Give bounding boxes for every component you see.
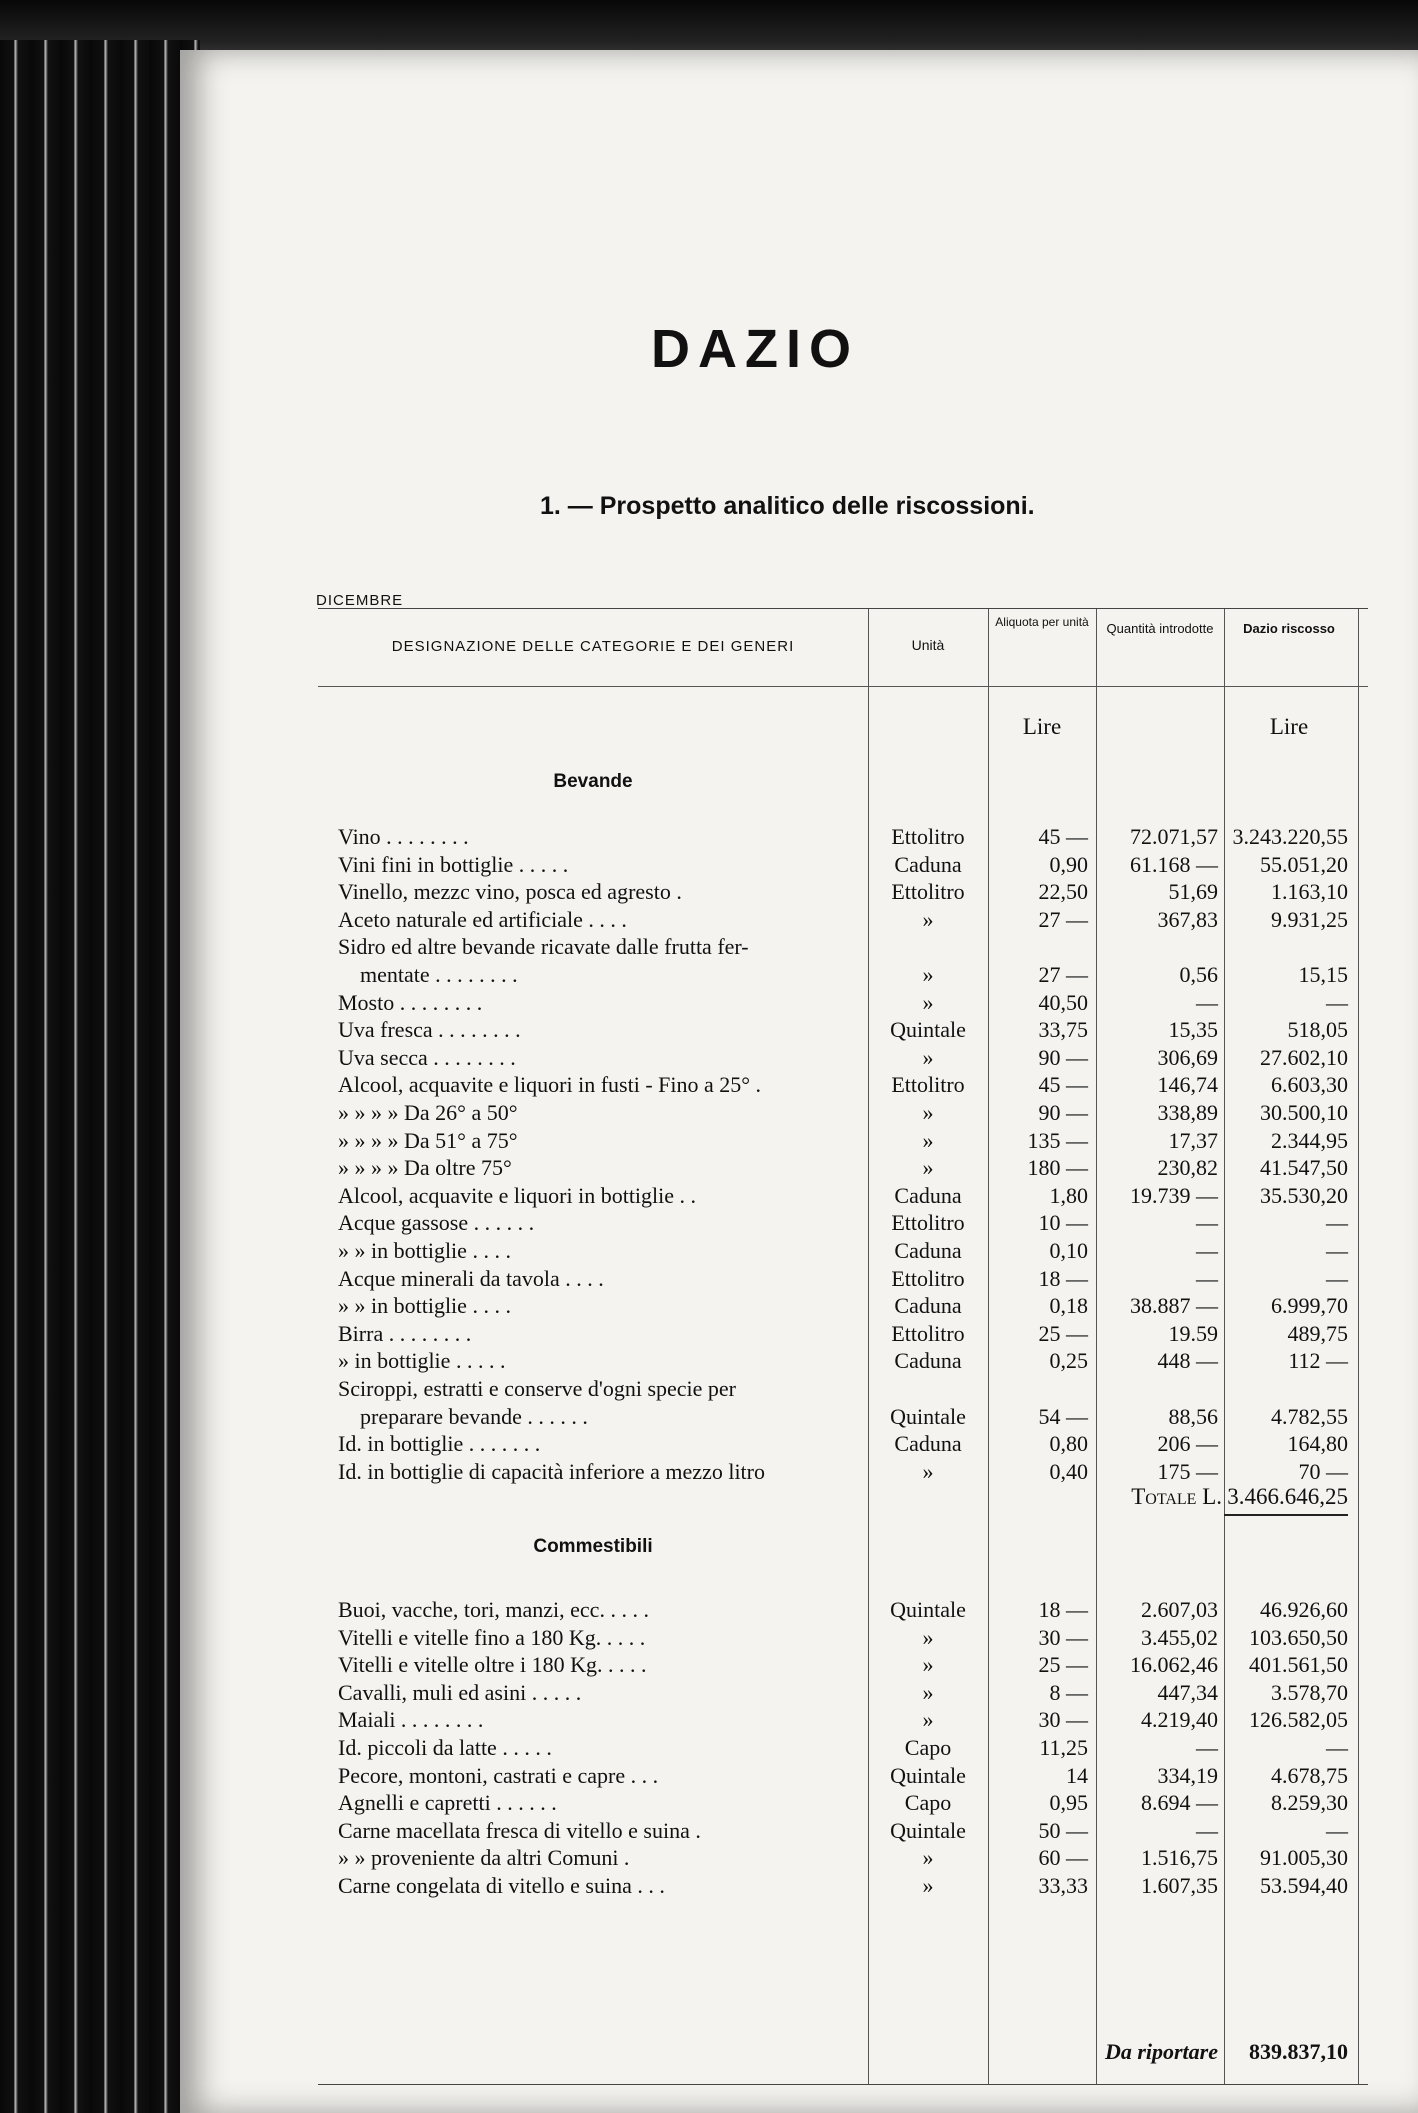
section-heading-bevande: Bevande (553, 771, 633, 792)
cell-desc: » » » » Da 26° a 50° (338, 1100, 518, 1125)
header-unit: Unità (911, 637, 945, 653)
table-row (318, 1872, 1358, 1899)
header-quantity: Quantità introdotte (1106, 621, 1214, 636)
cell-desc: Vinello, mezzc vino, posca ed agresto . (338, 879, 682, 905)
currency-duty: Lire (1269, 714, 1309, 739)
table-row (318, 1044, 1358, 1071)
cell-duty: 41.547,50 (1260, 1155, 1348, 1181)
cell-unit: » (922, 1652, 934, 1678)
cell-unit: » (922, 1100, 934, 1125)
cell-desc: preparare bevande . . . . . . (360, 1403, 588, 1429)
cell-qty: 334,19 (1157, 1762, 1218, 1788)
table-row (318, 1265, 1358, 1292)
cell-rate: 45 — (1038, 824, 1088, 849)
cell-rate: 18 — (1038, 1265, 1088, 1291)
cell-desc: Acque gassose . . . . . . (338, 1210, 535, 1236)
cell-qty: 146,74 (1157, 1072, 1218, 1098)
cell-rate: 0,25 (1049, 1348, 1088, 1374)
cell-qty: 16.062,46 (1130, 1652, 1218, 1678)
header-designation: DESIGNAZIONE DELLE CATEGORIE E DEI GENERI (391, 638, 795, 655)
table-row (318, 1430, 1358, 1457)
table-row (318, 1320, 1358, 1347)
cell-unit: Caduna (894, 1348, 962, 1374)
cell-duty: 103.650,50 (1249, 1624, 1348, 1650)
cell-rate: 180 — (1027, 1155, 1088, 1181)
section-heading-commestibili: Commestibili (533, 1536, 653, 1557)
table-row (318, 1403, 1358, 1430)
cell-duty: 4.678,75 (1271, 1762, 1348, 1788)
cell-desc: Id. in bottiglie di capacità inferiore a mezzo litro (338, 1458, 765, 1484)
cell-desc: Aceto naturale ed artificiale . . . . (338, 906, 627, 932)
table-row (318, 851, 1358, 878)
cell-duty: 27.602,10 (1260, 1044, 1348, 1070)
cell-unit: Ettolitro (891, 1320, 965, 1346)
cell-unit: Capo (904, 1790, 952, 1816)
cell-qty: 1.607,35 (1141, 1873, 1218, 1898)
cell-rate: 54 — (1038, 1403, 1088, 1429)
cell-duty: 6.603,30 (1271, 1072, 1348, 1098)
cell-qty: 230,82 (1157, 1155, 1218, 1181)
cell-rate: 0,40 (1049, 1458, 1088, 1484)
cell-rate: 50 — (1038, 1817, 1088, 1843)
total-value: 3.466.646,25 (1224, 1484, 1348, 1516)
table-row (318, 1209, 1358, 1236)
cell-duty: 3.243.220,55 (1232, 824, 1348, 849)
cell-rate: 0,90 (1049, 851, 1088, 877)
table-row (318, 1762, 1358, 1789)
cell-duty: 30.500,10 (1260, 1100, 1348, 1125)
table-row (318, 1347, 1358, 1374)
header-duty: Dazio riscosso (1243, 621, 1335, 636)
cell-rate: 11,25 (1039, 1735, 1088, 1760)
table-row (318, 1817, 1358, 1844)
cell-rate: 30 — (1038, 1624, 1088, 1650)
month-label: DICEMBRE (316, 592, 404, 609)
carry-forward-label: Da riportare (1104, 2039, 1218, 2064)
cell-desc: Vitelli e vitelle oltre i 180 Kg. . . . . (338, 1652, 647, 1678)
cell-unit: Ettolitro (891, 879, 965, 905)
cell-desc: Alcool, acquavite e liquori in fusti - Fino a 25° . (338, 1072, 762, 1098)
cell-qty: 4.219,40 (1141, 1707, 1218, 1733)
cell-rate: 0,10 (1049, 1238, 1088, 1263)
table-row (318, 823, 1358, 850)
cell-duty: 15,15 (1298, 962, 1348, 987)
cell-qty: 8.694 — (1141, 1790, 1218, 1816)
cell-qty: 72.071,57 (1130, 824, 1218, 849)
cell-qty: 17,37 (1168, 1127, 1218, 1153)
cell-duty: 126.582,05 (1249, 1707, 1348, 1733)
cell-desc: » » in bottiglie . . . . (338, 1238, 511, 1263)
table-row (318, 1016, 1358, 1043)
currency-rate: Lire (1022, 714, 1062, 739)
cell-unit: Caduna (894, 1238, 962, 1263)
cell-rate: 18 — (1038, 1597, 1088, 1622)
cell-duty: 401.561,50 (1249, 1652, 1348, 1678)
cell-rate: 90 — (1038, 1044, 1088, 1070)
cell-rate: 30 — (1038, 1707, 1088, 1733)
cell-desc: Birra . . . . . . . . (338, 1320, 472, 1346)
table-row (318, 1154, 1358, 1181)
table-row (318, 1789, 1358, 1816)
cell-duty: 91.005,30 (1260, 1845, 1348, 1871)
column-rule (1358, 609, 1359, 2084)
cell-desc: Buoi, vacche, tori, manzi, ecc. . . . . (338, 1597, 649, 1622)
cell-rate: 40,50 (1038, 989, 1088, 1015)
cell-desc: Sciroppi, estratti e conserve d'ogni specie per (338, 1376, 736, 1401)
table-row (318, 1375, 1358, 1402)
cell-rate: 33,33 (1038, 1873, 1088, 1898)
header-rate: Aliquota per unità (995, 615, 1089, 629)
cell-qty: 0,56 (1179, 962, 1218, 987)
cell-unit: Caduna (894, 1293, 962, 1319)
cell-desc: » » » » Da 51° a 75° (338, 1127, 518, 1153)
cell-qty: 38.887 — (1130, 1293, 1218, 1319)
cell-unit: » (922, 1707, 934, 1733)
cell-desc: Uva secca . . . . . . . . (338, 1044, 516, 1070)
cell-desc: Vino . . . . . . . . (338, 824, 469, 849)
cell-unit: » (922, 906, 934, 932)
cell-desc: Agnelli e capretti . . . . . . (338, 1790, 557, 1816)
table-row (318, 1099, 1358, 1126)
page-title: DAZIO (651, 319, 859, 379)
table-row (318, 1844, 1358, 1871)
cell-desc: Uva fresca . . . . . . . . (338, 1017, 521, 1043)
cell-rate: 14 (1066, 1762, 1088, 1788)
cell-unit: » (922, 1845, 934, 1871)
cell-duty: 4.782,55 (1271, 1403, 1348, 1429)
cell-duty: 35.530,20 (1260, 1182, 1348, 1208)
cell-desc: » » » » Da oltre 75° (338, 1155, 512, 1181)
table-row (318, 906, 1358, 933)
cell-unit: Quintale (890, 1017, 966, 1043)
table-row (318, 1651, 1358, 1678)
cell-duty: — (1326, 989, 1348, 1015)
cell-desc: Carne congelata di vitello e suina . . . (338, 1873, 665, 1898)
cell-rate: 10 — (1038, 1210, 1088, 1236)
table-row (318, 989, 1358, 1016)
cell-duty: 55.051,20 (1260, 851, 1348, 877)
cell-qty: 448 — (1157, 1348, 1218, 1374)
cell-desc: Carne macellata fresca di vitello e suina . (338, 1817, 701, 1843)
cell-rate: 135 — (1027, 1127, 1088, 1153)
cell-desc: Alcool, acquavite e liquori in bottiglie . . (338, 1182, 697, 1208)
cell-desc: Id. in bottiglie . . . . . . . (338, 1431, 541, 1457)
cell-duty: 112 — (1288, 1348, 1348, 1374)
cell-rate: 0,18 (1049, 1293, 1088, 1319)
table-row (318, 1292, 1358, 1319)
cell-rate: 1,80 (1049, 1182, 1088, 1208)
cell-duty: 1.163,10 (1271, 879, 1348, 905)
cell-qty: — (1196, 1210, 1218, 1236)
cell-qty: — (1196, 1817, 1218, 1843)
header-rule (318, 686, 1368, 687)
cell-unit: Ettolitro (891, 1210, 965, 1236)
cell-duty: 6.999,70 (1271, 1293, 1348, 1319)
table-row (318, 1458, 1358, 1485)
cell-desc: Id. piccoli da latte . . . . . (338, 1735, 552, 1760)
cell-qty: 338,89 (1157, 1100, 1218, 1125)
cell-duty: 489,75 (1287, 1320, 1348, 1346)
section-subtitle: 1. — Prospetto analitico delle riscossioni. (540, 492, 1035, 520)
cell-qty: 367,83 (1157, 906, 1218, 932)
cell-duty: — (1326, 1238, 1348, 1263)
cell-unit: Quintale (890, 1762, 966, 1788)
cell-unit: Quintale (890, 1817, 966, 1843)
cell-duty: 164,80 (1287, 1431, 1348, 1457)
table-row (318, 878, 1358, 905)
cell-rate: 27 — (1038, 906, 1088, 932)
cell-qty: — (1196, 1265, 1218, 1291)
cell-rate: 27 — (1038, 962, 1088, 987)
cell-unit: » (922, 1873, 934, 1898)
cell-desc: » » in bottiglie . . . . (338, 1293, 511, 1319)
cell-rate: 0,95 (1049, 1790, 1088, 1816)
cell-qty: — (1196, 1238, 1218, 1263)
cell-desc: mentate . . . . . . . . (360, 962, 518, 987)
cell-duty: 3.578,70 (1271, 1679, 1348, 1705)
cell-rate: 45 — (1038, 1072, 1088, 1098)
cell-unit: » (922, 1044, 934, 1070)
table-row (318, 933, 1358, 960)
cell-unit: Quintale (890, 1597, 966, 1622)
cell-qty: 88,56 (1168, 1403, 1218, 1429)
cell-duty: 2.344,95 (1271, 1127, 1348, 1153)
cell-rate: 33,75 (1038, 1017, 1088, 1043)
cell-qty: — (1196, 989, 1218, 1015)
cell-duty: 46.926,60 (1260, 1597, 1348, 1622)
cell-duty: — (1326, 1210, 1348, 1236)
cell-rate: 0,80 (1049, 1431, 1088, 1457)
cell-duty: 53.594,40 (1260, 1873, 1348, 1898)
cell-rate: 8 — (1049, 1679, 1088, 1705)
cell-unit: Ettolitro (891, 824, 965, 849)
cell-desc: Vitelli e vitelle fino a 180 Kg. . . . . (338, 1624, 646, 1650)
cell-qty: 51,69 (1168, 879, 1218, 905)
book-binding-edge (0, 40, 200, 2113)
cell-duty: — (1326, 1265, 1348, 1291)
duty-table (318, 608, 1368, 2085)
cell-duty: — (1326, 1735, 1348, 1760)
table-row (318, 1734, 1358, 1761)
cell-qty: 175 — (1157, 1458, 1218, 1484)
cell-qty: 1.516,75 (1141, 1845, 1218, 1871)
cell-unit: » (922, 1127, 934, 1153)
table-row (318, 1596, 1358, 1623)
cell-desc: Vini fini in bottiglie . . . . . (338, 851, 569, 877)
cell-unit: » (922, 1624, 934, 1650)
cell-unit: Capo (904, 1735, 952, 1760)
table-row (318, 1706, 1358, 1733)
cell-rate: 90 — (1038, 1100, 1088, 1125)
table-row (318, 1237, 1358, 1264)
cell-unit: Caduna (894, 1431, 962, 1457)
cell-rate: 22,50 (1038, 879, 1088, 905)
cell-desc: Sidro ed altre bevande ricavate dalle frutta fer- (338, 934, 749, 960)
cell-desc: Mosto . . . . . . . . (338, 989, 483, 1015)
cell-unit: » (922, 1155, 934, 1181)
cell-duty: — (1326, 1817, 1348, 1843)
cell-unit: » (922, 989, 934, 1015)
cell-qty: 306,69 (1157, 1044, 1218, 1070)
cell-unit: Quintale (890, 1403, 966, 1429)
cell-unit: Ettolitro (891, 1072, 965, 1098)
cell-desc: Maiali . . . . . . . . (338, 1707, 484, 1733)
cell-rate: 60 — (1038, 1845, 1088, 1871)
cell-qty: — (1196, 1735, 1218, 1760)
cell-qty: 206 — (1157, 1431, 1218, 1457)
cell-duty: 518,05 (1287, 1017, 1348, 1043)
cell-rate: 25 — (1038, 1320, 1088, 1346)
cell-qty: 19.739 — (1130, 1182, 1218, 1208)
table-row (318, 1624, 1358, 1651)
total-label: Totale L. (1131, 1484, 1222, 1509)
cell-duty: 70 — (1298, 1458, 1348, 1484)
cell-desc: » in bottiglie . . . . . (338, 1348, 506, 1374)
cell-duty: 9.931,25 (1271, 906, 1348, 932)
cell-desc: Cavalli, muli ed asini . . . . . (338, 1679, 582, 1705)
cell-qty: 3.455,02 (1141, 1624, 1218, 1650)
cell-duty: 8.259,30 (1271, 1790, 1348, 1816)
cell-unit: » (922, 1458, 934, 1484)
cell-unit: Caduna (894, 851, 962, 877)
cell-qty: 15,35 (1168, 1017, 1218, 1043)
cell-qty: 61.168 — (1130, 851, 1218, 877)
cell-qty: 447,34 (1157, 1679, 1218, 1705)
cell-unit: » (922, 962, 934, 987)
cell-unit: Ettolitro (891, 1265, 965, 1291)
cell-unit: Caduna (894, 1182, 962, 1208)
cell-qty: 2.607,03 (1141, 1597, 1218, 1622)
cell-unit: » (922, 1679, 934, 1705)
table-row (318, 1182, 1358, 1209)
cell-desc: Acque minerali da tavola . . . . (338, 1265, 604, 1291)
cell-desc: » » proveniente da altri Comuni . (338, 1845, 630, 1871)
table-row (318, 1679, 1358, 1706)
table-row (318, 1127, 1358, 1154)
carry-forward-value: 839.837,10 (1249, 2039, 1348, 2064)
cell-rate: 25 — (1038, 1652, 1088, 1678)
table-row (318, 1071, 1358, 1098)
table-row (318, 961, 1358, 988)
cell-qty: 19.59 (1168, 1320, 1218, 1346)
cell-desc: Pecore, montoni, castrati e capre . . . (338, 1762, 659, 1788)
